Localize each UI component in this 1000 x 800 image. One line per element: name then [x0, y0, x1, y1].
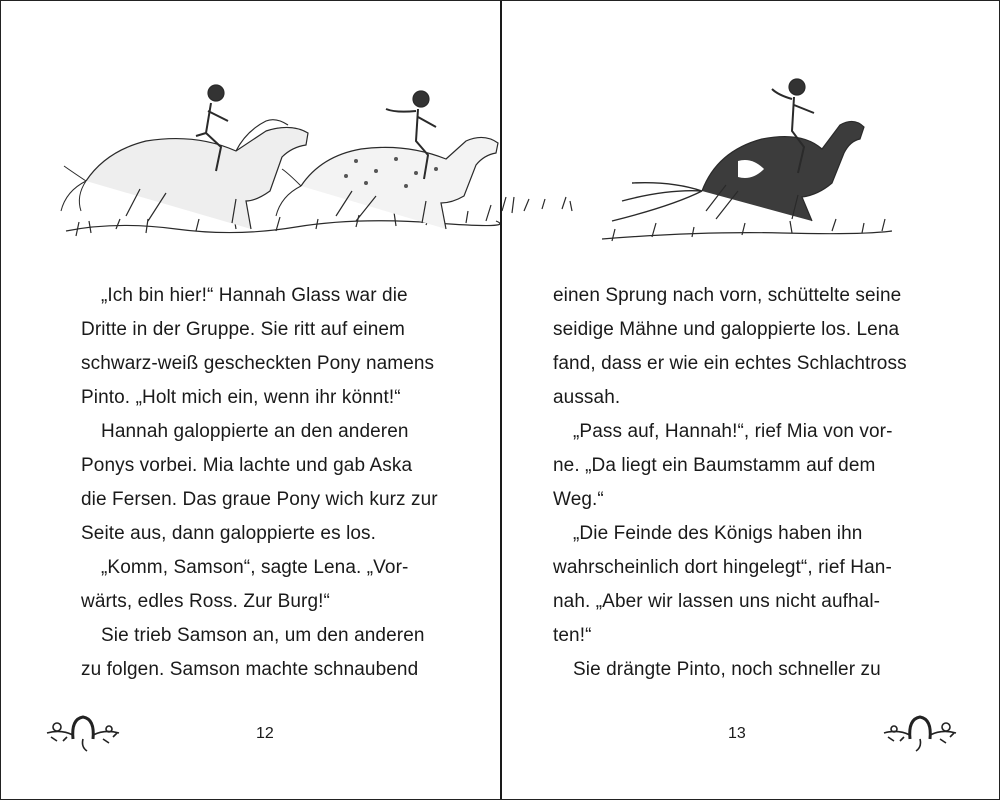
- text-line: Hannah galoppierte an den anderen: [101, 421, 409, 442]
- text-line: Sie drängte Pinto, noch schneller zu: [573, 659, 881, 680]
- text-line: Ponys vorbei. Mia lachte und gab Aska: [81, 455, 413, 476]
- page-number: 12: [256, 725, 274, 742]
- text-line: die Fersen. Das graue Pony wich kurz zur: [81, 489, 438, 510]
- text-line: Dritte in der Gruppe. Sie ritt auf einem: [81, 319, 405, 340]
- horseshoe-with-flowers-icon: [43, 709, 123, 753]
- text-line: seidige Mähne und galoppierte los. Lena: [553, 319, 900, 340]
- text-line: ne. „Da liegt ein Baumstamm auf dem: [553, 455, 876, 476]
- left-page-text: [81, 279, 461, 687]
- text-line: schwarz-weiß gescheckten Pony namens: [81, 353, 435, 374]
- text-line: Weg.“: [553, 489, 604, 510]
- text-line: wärts, edles Ross. Zur Burg!“: [81, 591, 330, 612]
- horseshoe-with-flowers-icon: [880, 709, 960, 753]
- text-line: wahrscheinlich dort hingelegt“, rief Han-: [553, 557, 892, 578]
- text-line: einen Sprung nach vorn, schüttelte seine: [553, 285, 902, 306]
- page-number: 13: [728, 725, 746, 742]
- text-line: Sie trieb Samson an, um den anderen: [101, 625, 425, 646]
- text-line: ten!“: [553, 625, 592, 646]
- text-line: „Ich bin hier!“ Hannah Glass war die: [101, 285, 408, 306]
- right-page: [502, 1, 1000, 799]
- left-page: [1, 1, 500, 799]
- text-line: „Pass auf, Hannah!“, rief Mia von vor-: [573, 421, 893, 442]
- text-line: Pinto. „Holt mich ein, wenn ihr könnt!“: [81, 387, 401, 408]
- right-page-text: [553, 279, 953, 687]
- two-ponies-galloping-icon: [56, 61, 501, 271]
- text-line: zu folgen. Samson machte schnaubend: [81, 659, 419, 680]
- text-line: „Komm, Samson“, sagte Lena. „Vor-: [101, 557, 409, 578]
- dark-pony-galloping-icon: [502, 61, 892, 271]
- text-line: „Die Feinde des Königs haben ihn: [573, 523, 863, 544]
- text-line: nah. „Aber wir lassen uns nicht aufhal-: [553, 591, 881, 612]
- text-line: aussah.: [553, 387, 621, 408]
- text-line: Seite aus, dann galoppierte es los.: [81, 523, 377, 544]
- text-line: fand, dass er wie ein echtes Schlachtross: [553, 353, 907, 374]
